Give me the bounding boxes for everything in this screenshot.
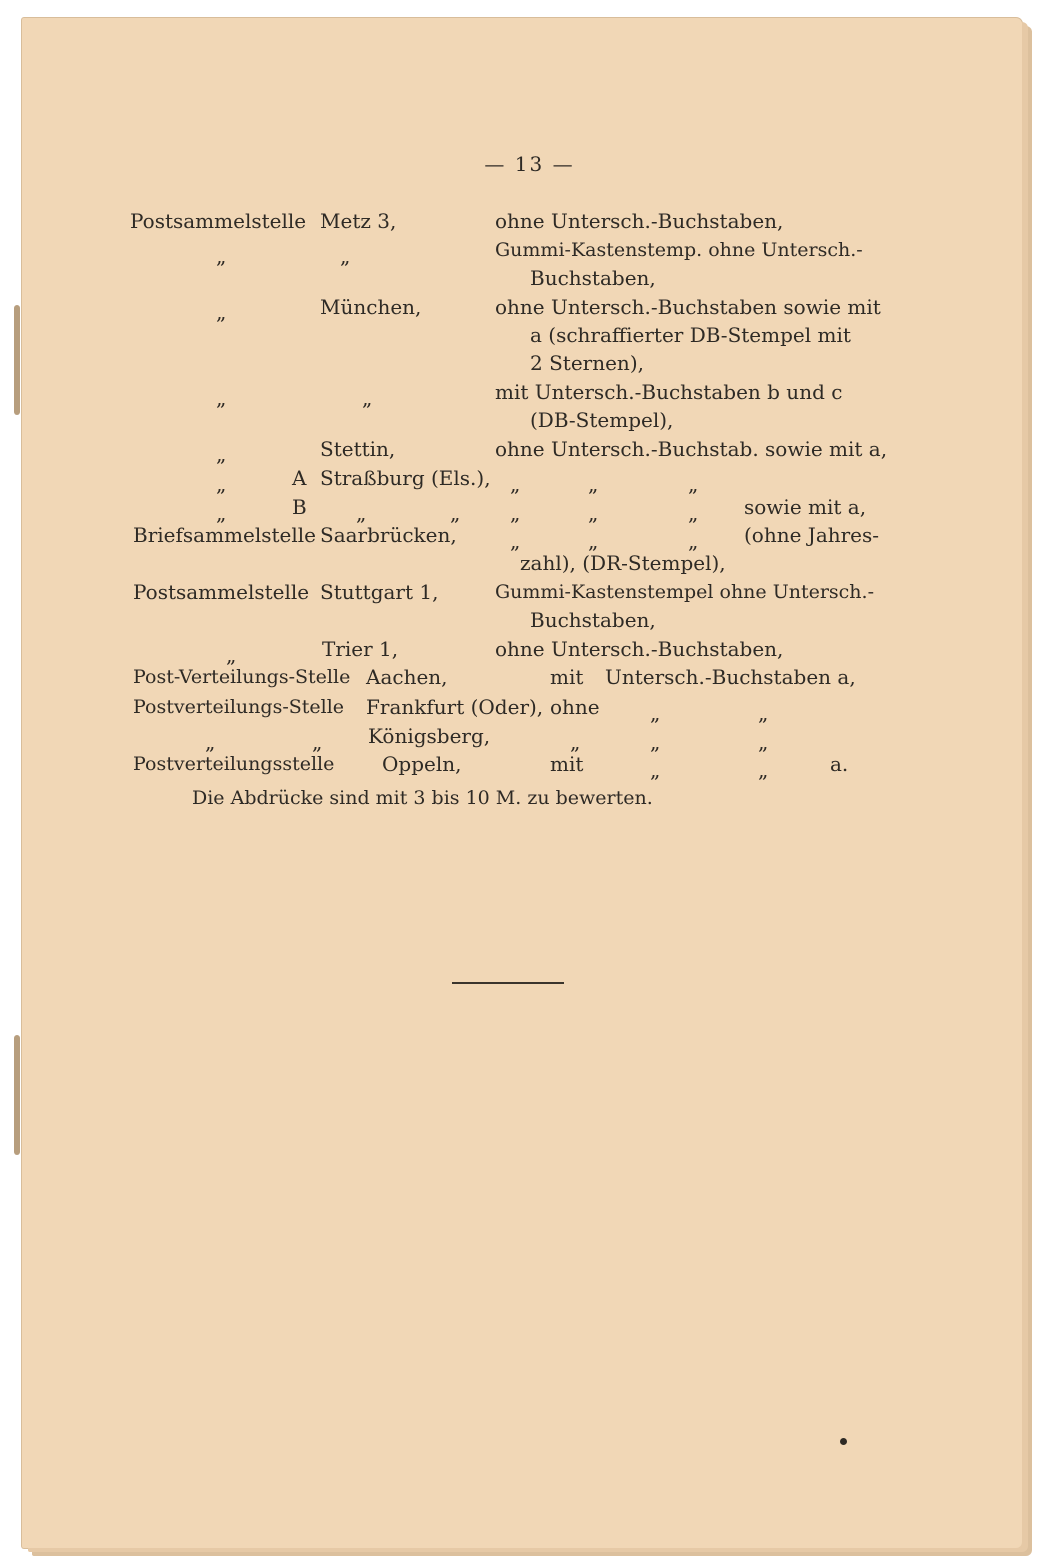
ditto-mark: „ [758,758,769,782]
ditto-mark: „ [650,758,661,782]
ditto-mark: „ [226,643,237,667]
ditto-mark: „ [216,300,227,324]
row-place-type: Postsammelstelle [130,209,307,233]
ditto-mark: „ [570,730,581,754]
row-description: ohne Untersch.-Buchstaben, [495,637,784,661]
row-description: ohne Untersch.-Buchstab. sowie mit a, [495,437,888,461]
row-description: ohne Untersch.-Buchstaben, [495,209,784,233]
ditto-mark: „ [356,501,367,525]
row-city: Königsberg, [368,724,491,748]
row-description: Gummi-Kastenstemp. ohne Untersch.- [495,239,863,261]
binding-thread-bottom [14,1035,20,1155]
row-city: Aachen, [366,665,448,689]
binding-thread-top [14,305,20,415]
ditto-mark: „ [216,244,227,268]
row-description-cont: (DB-Stempel), [530,408,674,432]
ditto-mark: „ [510,529,521,553]
ditto-mark: „ [588,529,599,553]
row-description-cont: zahl), (DR-Stempel), [520,551,726,575]
ditto-mark: „ [216,386,227,410]
row-description-cont: Buchstaben, [530,266,656,290]
row-description-cont: Buchstaben, [530,608,656,632]
row-city: München, [320,295,422,319]
ditto-mark: „ [205,730,216,754]
row-city: Oppeln, [382,752,462,776]
row-place-type: Post-Verteilungs-Stelle [133,666,351,688]
end-rule [452,982,564,984]
row-description: sowie mit a, [744,495,867,519]
row-description: ohne Untersch.-Buchstaben sowie mit [495,295,881,319]
row-description: ohne [550,695,600,719]
ditto-mark: „ [312,730,323,754]
row-city: Saarbrücken, [320,523,457,547]
row-city: Frankfurt (Oder), [366,695,544,719]
ditto-mark: „ [510,501,521,525]
row-city: Trier 1, [322,637,399,661]
ditto-mark: „ [688,529,699,553]
ditto-mark: „ [216,472,227,496]
row-place-type: Postsammelstelle [133,580,310,604]
ditto-mark: „ [362,386,373,410]
ditto-mark: „ [650,730,661,754]
ditto-mark: „ [588,501,599,525]
ditto-mark: „ [340,244,351,268]
row-description: Gummi-Kastenstempel ohne Untersch.- [495,581,874,603]
ditto-mark: „ [216,501,227,525]
ditto-mark: „ [216,442,227,466]
row-city: Stettin, [320,437,396,461]
row-description: mit Untersch.-Buchstaben b und c [495,380,843,404]
row-place-type: Postverteilungs-Stelle [133,696,345,718]
row-description: (ohne Jahres- [744,523,880,547]
row-description: mit [550,752,584,776]
row-place-type: Postverteilungsstelle [133,753,335,775]
row-place-type: Briefsammelstelle [133,523,317,547]
ditto-mark: „ [758,730,769,754]
row-description-cont: 2 Sternen), [530,351,644,375]
row-description-cont: a (schraffierter DB-Stempel mit [530,323,851,347]
row-description-detail: Untersch.-Buchstaben a, [605,665,856,689]
page-number: — 13 — [484,152,575,176]
row-description-detail: a. [830,752,849,776]
ditto-mark: „ [688,472,699,496]
ditto-mark: „ [450,501,461,525]
row-letter: A [292,466,307,490]
ditto-mark: „ [510,472,521,496]
ditto-mark: „ [758,701,769,725]
row-city: Straßburg (Els.), [320,466,491,490]
row-city: Stuttgart 1, [320,580,439,604]
row-city: Metz 3, [320,209,397,233]
ditto-mark: „ [650,701,661,725]
ink-spot [840,1438,847,1445]
closing-note: Die Abdrücke sind mit 3 bis 10 M. zu bewerten. [192,787,653,809]
ditto-mark: „ [588,472,599,496]
row-letter: B [292,495,307,519]
row-description: mit [550,665,584,689]
ditto-mark: „ [688,501,699,525]
